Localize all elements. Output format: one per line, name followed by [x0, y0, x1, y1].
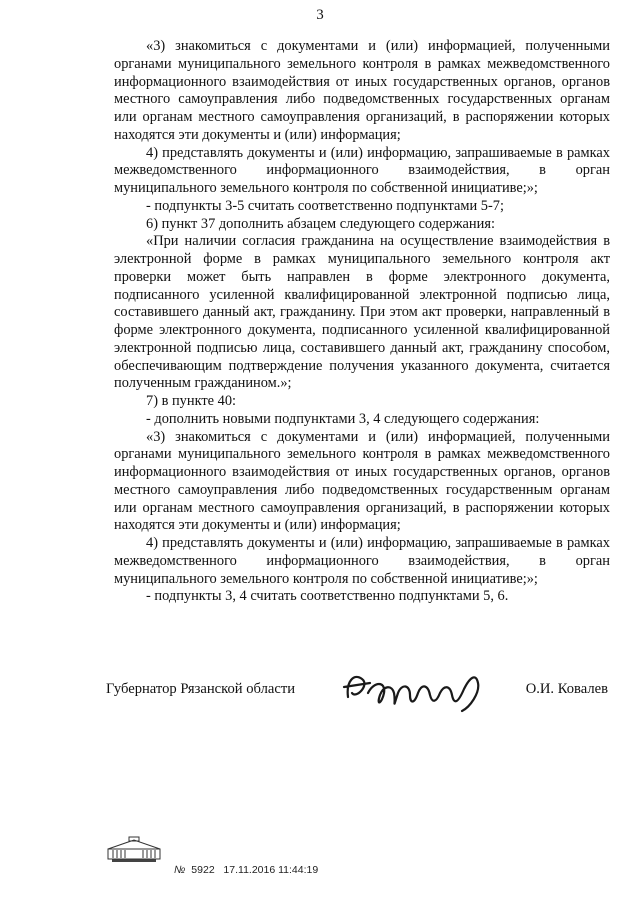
paragraph: «3) знакомиться с документами и (или) информацией, полученными органами муниципального земельного контроля в рамках межведомственного информационного взаимодействия от иных государственных органов, органов местного самоуправления либо подведомственных государственных органам или органам местного самоуправления организаций, в распоряжении которых находятся эти документы и (или) информация;	[114, 38, 610, 143]
number-sign: №	[174, 864, 186, 876]
paragraph: «3) знакомиться с документами и (или) информацией, полученными органами муниципального земельного контроля в рамках межведомственного информационного взаимодействия от иных государственных органов, органов местного самоуправления либо подведомственных государственным органам или органам местного самоуправления организаций, в распоряжении которых находятся эти документы и (или) информация;	[114, 428, 610, 534]
paragraph: - дополнить новыми подпунктами 3, 4 следующего содержания:	[146, 410, 540, 427]
page-number: 3	[316, 7, 324, 23]
paragraph: 4) представлять документы и (или) информацию, запрашиваемые в рамках межведомственного информационного взаимодействия, в орган муниципального земельного контроля по собственной инициативе;»;	[114, 535, 610, 587]
building-stamp-icon	[106, 835, 162, 863]
paragraph: 6) пункт 37 дополнить абзацем следующего содержания:	[146, 215, 495, 232]
registration-stamp	[174, 864, 318, 876]
paragraph: 7) в пункте 40:	[146, 393, 237, 409]
paragraph: 4) представлять документы и (или) информацию, запрашиваемые в рамках межведомственного информационного взаимодействия, в орган муниципального земельного контроля по собственной инициативе;»;	[114, 144, 610, 196]
signature-block	[106, 673, 608, 709]
document-body	[114, 38, 610, 606]
paragraph: - подпункты 3, 4 считать соответственно подпунктами 5, 6.	[146, 588, 509, 605]
registration-datetime: 17.11.2016 11:44:19	[223, 864, 319, 876]
signer-title: Губернатор Рязанской области	[106, 681, 296, 697]
paragraph: - подпункты 3-5 считать соответственно подпунктами 5-7;	[146, 197, 504, 214]
signer-name: О.И. Ковалев	[525, 681, 608, 697]
paragraph: «При наличии согласия гражданина на осуществление взаимодействия в электронной форме в рамках муниципального земельного контроля акт проверки может быть направлен в форме электронного документа, подписанного усиленной квалифицированной электронной подписью лица, составившего данный акт, гражданину. При этом акт проверки, направленный в форме электронного документа, подписанного усиленной квалифицированной электронной подписью лица, составившего данный акт, гражданину способом, обеспечивающим подтверждение получения указанного документа, считается полученным гражданином.»;	[114, 233, 610, 392]
registration-number: 5922	[191, 864, 215, 876]
handwritten-signature	[340, 663, 490, 713]
